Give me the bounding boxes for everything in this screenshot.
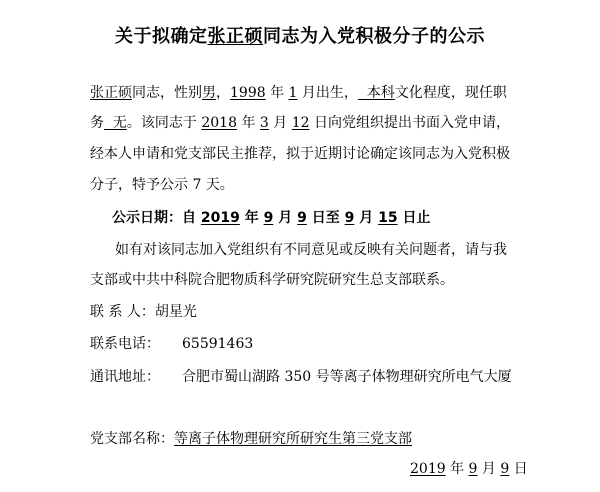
para1-line2: 务 无。该同志于 2018 年 3 月 12 日向党组织提出书面入党申请， bbox=[90, 115, 511, 131]
notice-period: 公示日期：自 2019 年 9 月 9 日至 9 月 15 日止 bbox=[112, 210, 431, 226]
party-branch: 党支部名称：等离子体物理研究所研究生第三党支部 bbox=[90, 431, 412, 447]
para1-line4: 分子，特予公示 7 天。 bbox=[90, 177, 234, 193]
para1-line1: 张正硕同志，性别男，1998 年 1 月出生， 本科文化程度，现任职 bbox=[90, 85, 507, 101]
signed-date: 2019 年 9 月 9 日 bbox=[410, 461, 528, 477]
contact-phone: 联系电话： 65591463 bbox=[90, 336, 254, 352]
contact-address: 通讯地址： 合肥市蜀山湖路 350 号等离子体物理研究所电气大厦 bbox=[90, 369, 512, 385]
contact-person: 联 系 人：胡星光 bbox=[90, 304, 197, 320]
para1-line3: 经本人申请和党支部民主推荐，拟于近期讨论确定该同志为入党积极 bbox=[90, 146, 510, 162]
notice-title: 关于拟确定张正硕同志为入党积极分子的公示 bbox=[115, 26, 485, 47]
para2-line2: 支部或中共中科院合肥物质科学研究院研究生总支部联系。 bbox=[90, 272, 454, 288]
para2-line1: 如有对该同志加入党组织有不同意见或反映有关问题者，请与我 bbox=[115, 242, 507, 258]
candidate-name: 张正硕 bbox=[207, 26, 263, 47]
